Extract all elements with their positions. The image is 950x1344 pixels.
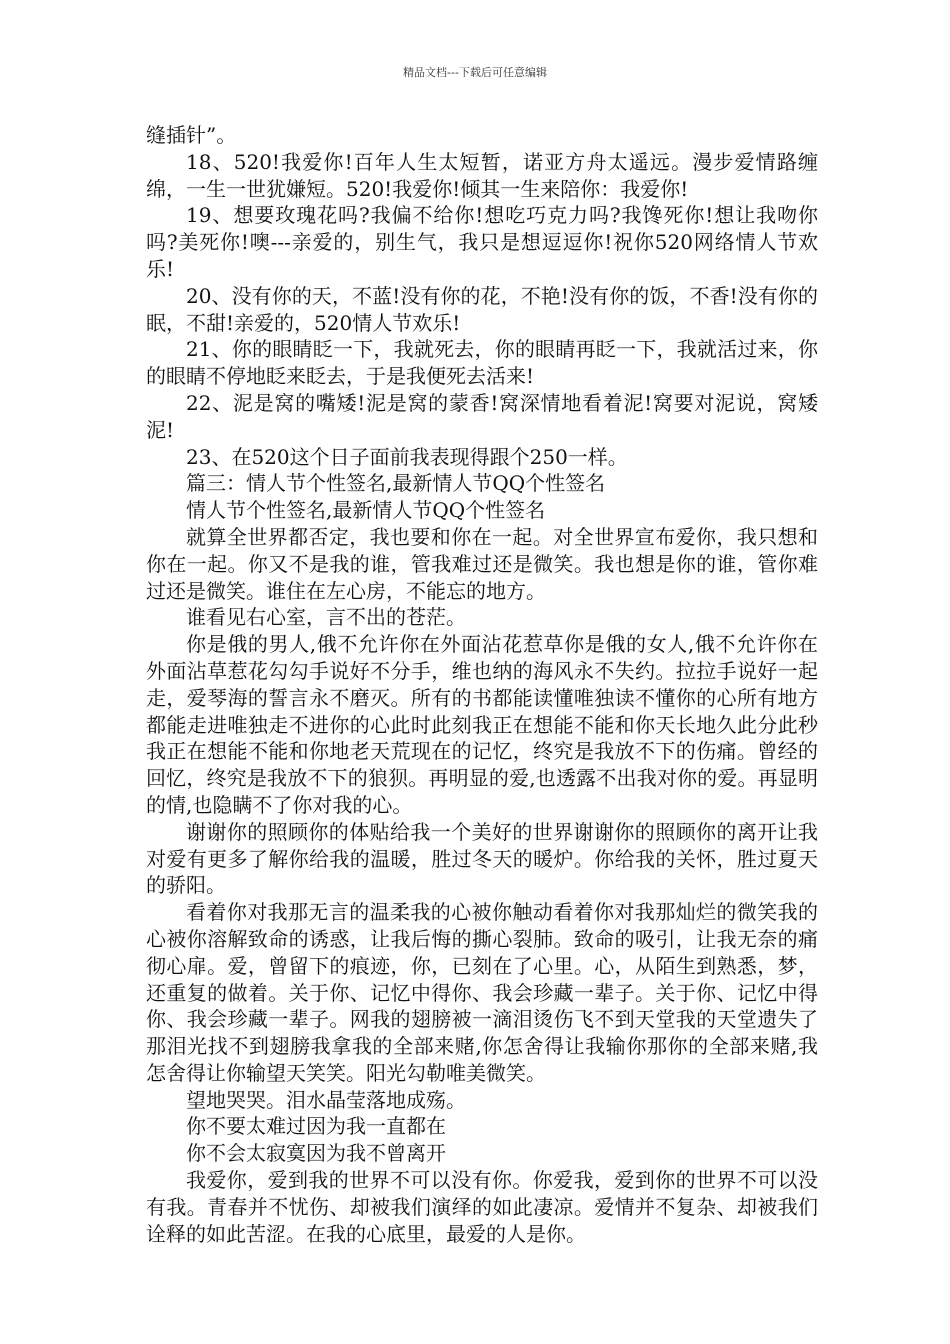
paragraph: 缝插针”。 (146, 123, 237, 147)
section-subtitle: 情人节个性签名,最新情人节QQ个性签名 (186, 498, 546, 523)
paragraph: 你不会太寂寞因为我不曾离开 (186, 1141, 446, 1166)
paragraph: 就算全世界都否定，我也要和你在一起。对全世界宣布爱你，我只想和你在一起。你又不是我的谁，管我难过还是微笑。我也想是你的谁，管你难过还是微笑。谁住在左心房，不能忘的地方。 (146, 524, 818, 603)
paragraph: 21、你的眼睛眨一下，我就死去，你的眼睛再眨一下，我就活过来，你的眼睛不停地眨来眨去，于是我便死去活来! (146, 337, 818, 389)
section-heading: 篇三：情人节个性签名,最新情人节QQ个性签名 (186, 471, 606, 496)
paragraph: 20、没有你的天，不蓝!没有你的花，不艳!没有你的饭，不香!没有你的眠，不甜!亲爱的，520情人节欢乐! (146, 283, 818, 335)
paragraph: 你不要太难过因为我一直都在 (186, 1114, 446, 1139)
paragraph: 18、520!我爱你!百年人生太短暂，诺亚方舟太遥远。漫步爱情路缠绵，一生一世犹嫌短。520!我爱你!倾其一生来陪你：我爱你! (146, 149, 818, 201)
paragraph: 19、想要玫瑰花吗?我偏不给你!想吃巧克力吗?我馋死你!想让我吻你吗?美死你!噢---亲爱的，别生气，我只是想逗逗你!祝你520网络情人节欢乐! (146, 203, 818, 281)
paragraph: 谁看见右心室，言不出的苍茫。 (186, 605, 466, 630)
paragraph: 谢谢你的照顾你的体贴给我一个美好的世界谢谢你的照顾你的离开让我对爱有更多了解你给我的温暖，胜过冬天的暖炉。你给我的关怀，胜过夏天的骄阳。 (146, 819, 818, 898)
paragraph: 望地哭哭。泪水晶莹落地成殇。 (186, 1087, 466, 1112)
paragraph: 23、在520这个日子面前我表现得跟个250一样。 (186, 444, 628, 469)
paragraph: 22、泥是窝的嘴矮!泥是窝的蒙香!窝深情地看着泥!窝要对泥说，窝矮泥! (146, 390, 818, 442)
document-body (146, 122, 818, 1247)
paragraph: 你是俄的男人,俄不允许你在外面沾花惹草你是俄的女人,俄不允许你在外面沾草惹花勾勾手说好不分手，维也纳的海风永不失约。拉拉手说好一起走，爱琴海的誓言永不磨灭。所有的书都能读懂唯独读不懂你的心所有地方都能走进唯独走不进你的心此时此刻我正在想能不能和你天长地久此分此秒我正在想能不能和你地老天荒现在的记忆，终究是我放不下的伤痛。曾经的回忆，终究是我放不下的狼狈。再明显的爱,也透露不出我对你的爱。再显明的情,也隐瞒不了你对我的心。 (146, 632, 818, 817)
paragraph: 我爱你，爱到我的世界不可以没有你。你爱我，爱到你的世界不可以没有我。青春并不忧伤、却被我们演绎的如此凄凉。爱情并不复杂、却被我们诠释的如此苦涩。在我的心底里，最爱的人是你。 (146, 1168, 818, 1246)
page-header: 精品文档---下载后可任意编辑 (403, 66, 547, 79)
paragraph: 看着你对我那无言的温柔我的心被你触动看着你对我那灿烂的微笑我的心被你溶解致命的诱惑，让我后悔的撕心裂肺。致命的吸引，让我无奈的痛彻心扉。爱，曾留下的痕迹，你，已刻在了心里。心，从陌生到熟悉，梦，还重复的做着。关于你、记忆中得你、我会珍藏一辈子。关于你、记忆中得你、我会珍藏一辈子。网我的翅膀被一滴泪烫伤飞不到天堂我的天堂遗失了那泪光找不到翅膀我拿我的全部来赌,你怎舍得让我输你那你的全部来赌,我怎舍得让你输望天笑笑。阳光勾勒唯美微笑。 (146, 900, 818, 1085)
